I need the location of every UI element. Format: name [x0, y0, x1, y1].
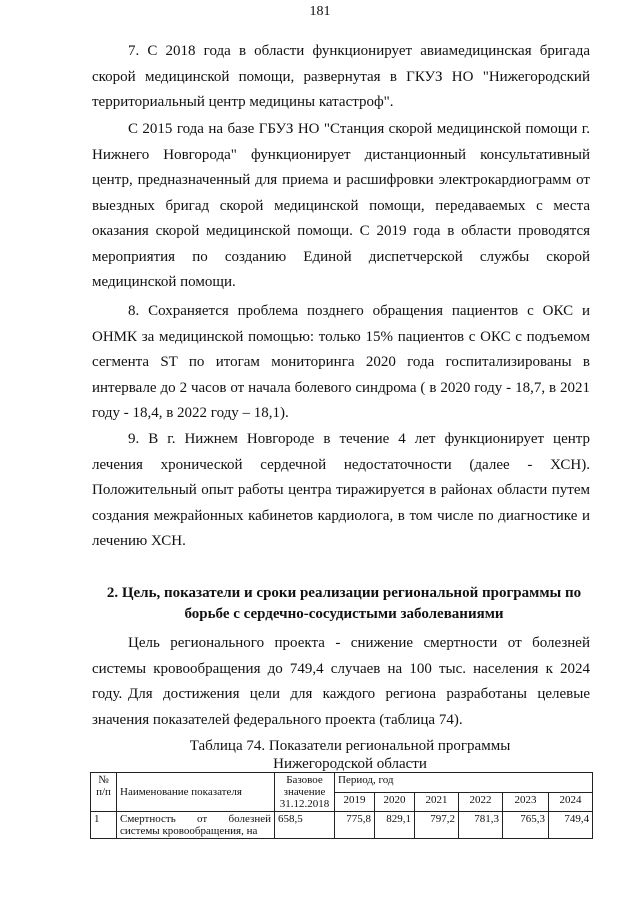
section-heading: 2. Цель, показатели и сроки реализации региональной программы по борьбе с сердечно-сосудистыми заболеваниями	[106, 585, 582, 622]
cell-value: 829,1	[375, 812, 415, 839]
cell-name: Смертность от болезней системы кровообращения, на	[117, 812, 275, 839]
paragraph-target-values: Для достижения цели для каждого региона разработаны целевые значения показателей федерального проекта (таблица 74).	[92, 686, 590, 728]
cell-value: 749,4	[549, 812, 593, 839]
header-year: 2019	[335, 792, 375, 812]
header-year: 2023	[503, 792, 549, 812]
header-year: 2022	[459, 792, 503, 812]
indicators-table	[90, 772, 593, 839]
header-year: 2021	[415, 792, 459, 812]
paragraph-late-treatment: 8. Сохраняется проблема позднего обращения пациентов с ОКС и ОНМК за медицинской помощью: только 15% пациентов с ОКС с подъемом сегмента ST по итогам мониторинга 2020 года госпитализированы в интервале до 2 часов от начала болевого синдрома ( в 2020 году - 18,7, в 2021 году - 18,4, в 2022 году – 18,1).	[92, 303, 590, 421]
paragraph-project-goal: Цель регионального проекта - снижение смертности от болезней системы кровообращения до 749,4 случаев на 100 тыс. населения к 2024 году.	[92, 635, 590, 702]
table-row	[91, 812, 593, 839]
page-number: 181	[309, 4, 331, 19]
header-num: № п/п	[91, 773, 117, 812]
cell-base: 658,5	[275, 812, 335, 839]
header-name: Наименование показателя	[117, 773, 275, 812]
cell-value: 765,3	[503, 812, 549, 839]
paragraph-heart-failure-center: 9. В г. Нижнем Новгороде в течение 4 лет функционирует центр лечения хронической сердечной недостаточности (далее - ХСН). Положительный опыт работы центра тиражируется в районах области путем создания межрайонных кабинетов кардиолога, в том числе по диагностике и лечению ХСН.	[92, 431, 590, 549]
paragraph-ecg-center: С 2015 года на базе ГБУЗ НО "Станция скорой медицинской помощи г. Нижнего Новгорода" функционирует дистанционный консультативный центр, предназначенный для приема и расшифровки электрокардиограмм от выездных бригад скорой медицинской помощи, передаваемых с места оказания скорой медицинской помощи. С 2019 года в области проводятся мероприятия по созданию Единой диспетчерской службы скорой медицинской помощи.	[92, 121, 590, 290]
header-period: Период, год	[335, 773, 593, 793]
cell-value: 781,3	[459, 812, 503, 839]
paragraph-air-ambulance: 7. С 2018 года в области функционирует авиамедицинская бригада скорой медицинской помощи, развернутая в ГКУЗ НО "Нижегородский территориальный центр медицины катастроф".	[92, 43, 590, 110]
header-year: 2024	[549, 792, 593, 812]
table-caption: Таблица 74. Показатели региональной программы Нижегородской области	[189, 738, 511, 772]
header-base: Базовое значение 31.12.2018	[275, 773, 335, 812]
cell-num: 1	[91, 812, 117, 839]
cell-value: 797,2	[415, 812, 459, 839]
cell-value: 775,8	[335, 812, 375, 839]
header-year: 2020	[375, 792, 415, 812]
